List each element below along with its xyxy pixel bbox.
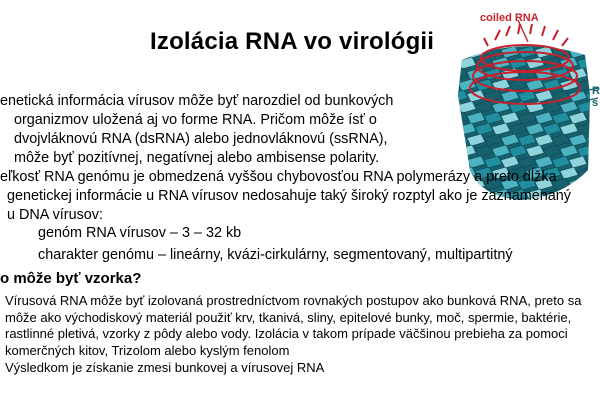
capsid-subunit: [594, 57, 600, 69]
capsid-subunit: [450, 46, 468, 58]
genome-size-item: genóm RNA vírusov – 3 – 32 kb: [38, 225, 242, 241]
para2-line-2: genetickej informácie u RNA vírusov nedosahuje taký široký rozptyl ako je zaznamenaný: [7, 188, 571, 204]
para1-line-3: dvojvláknovú RNA (dsRNA) alebo jednovláknovú (ssRNA),: [14, 131, 388, 147]
para4-line-1: Výsledkom je získanie zmesi bunkovej a vírusovej RNA: [5, 360, 325, 375]
slide-title: Izolácia RNA vo virológii: [150, 28, 435, 55]
cropped-label-s: s: [592, 97, 599, 109]
para2-line-3: u DNA vírusov:: [7, 207, 103, 223]
cropped-label-r: R: [592, 85, 600, 97]
para1-line-1: enetická informácia vírusov môže byť narozdiel od bunkových: [0, 93, 394, 109]
para3-line-3: rastlinné pletivá, vzorky z pôdy alebo vody. Izolácia v takom prípade väčšinou prebieha za pomoci: [5, 326, 568, 341]
para3-line-2: môže ako východiskový materiál použiť krv, tkanivá, sliny, epitelové bunky, moč, spermie, baktérie,: [5, 309, 572, 325]
para2-line-1: eľkosť RNA genómu je obmedzená vyššou chybovosťou RNA polymerázy a preto dĺžka: [0, 169, 557, 185]
capsid-subunit: [586, 68, 600, 80]
paragraph-genetic-info: [0, 92, 600, 168]
para3-line-1: Vírusová RNA môže byť izolovaná prostredníctvom rovnakých postupov ako bunková RNA, preto sa: [5, 293, 582, 308]
section-heading-sample: o môže byť vzorka?: [0, 270, 142, 287]
paragraph-sample: [5, 293, 600, 359]
paragraph-genome-size: [0, 168, 600, 225]
para1-line-4: môže byť pozitívnej, negatívnej alebo ambisense polarity.: [14, 150, 380, 166]
para3-line-4: komerčných kitov, Trizolom alebo kyslým fenolom: [5, 342, 290, 358]
paragraph-result: [5, 360, 600, 377]
capsid-subunit: [586, 46, 600, 58]
coiled-rna-label: coiled RNA: [480, 12, 539, 24]
genome-character-item: charakter genómu – lineárny, kvázi-cirkulárny, segmentovaný, multipartitný: [38, 247, 513, 263]
para1-line-2: organizmov uložená aj vo forme RNA. Pričom môže ísť o: [14, 112, 377, 128]
